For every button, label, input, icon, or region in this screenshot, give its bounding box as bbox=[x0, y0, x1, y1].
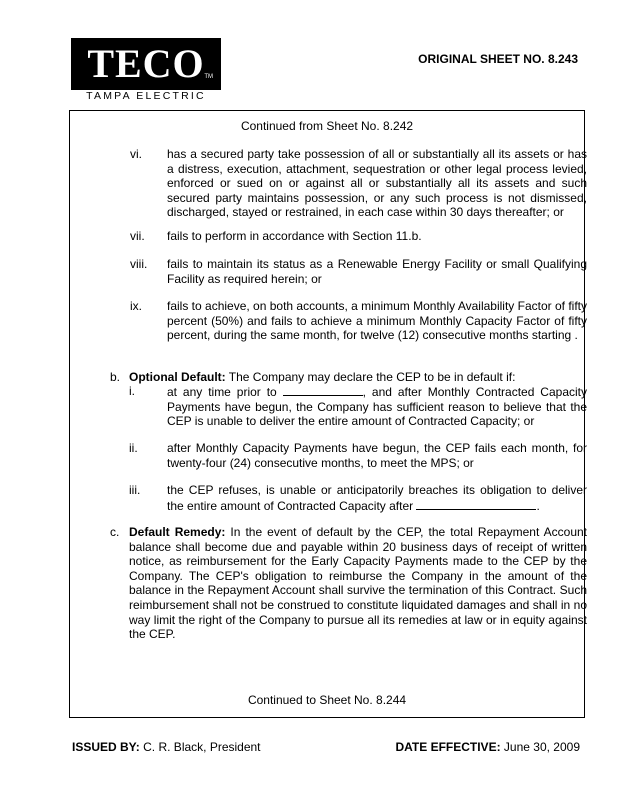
teco-logo bbox=[71, 38, 221, 90]
item-number: vi. bbox=[130, 147, 142, 161]
subitem-text: after Monthly Capacity Payments have begun, the CEP fails each month, for twenty-four (24) consecutive months, to meet the MPS; or bbox=[167, 441, 587, 470]
item-number: viii. bbox=[130, 257, 148, 271]
issued-by bbox=[72, 740, 261, 754]
item-number: ix. bbox=[130, 299, 142, 313]
item-text: fails to achieve, on both accounts, a minimum Monthly Availability Factor of fifty percent (50%) and fails to achieve a minimum Monthly Capacity Factor of fifty percent, during the same month, for twelve (12) consecutive months starting . bbox=[167, 299, 587, 343]
default-remedy-paragraph bbox=[129, 525, 587, 642]
continued-to: Continued to Sheet No. 8.244 bbox=[247, 693, 407, 707]
section-letter: c. bbox=[110, 525, 120, 539]
item-text: fails to maintain its status as a Renewable Energy Facility or small Qualifying Facility as required herein; or bbox=[167, 257, 587, 286]
logo-trademark: TM bbox=[204, 74, 213, 80]
default-remedy-heading: Default Remedy: bbox=[129, 525, 226, 539]
blank-capacity-line bbox=[416, 498, 536, 510]
date-effective-label: DATE EFFECTIVE: bbox=[395, 740, 501, 754]
subitem-number: i. bbox=[129, 384, 135, 398]
item-text: has a secured party take possession of all or substantially all its assets or has a distress, execution, attachment, sequestration or other legal process levied, enforced or sued on or against all or substantially all its assets and such secured party maintains possession, or any such process is not dismissed, discharged, stayed or restrained, in each case within 30 days thereafter; or bbox=[167, 147, 587, 220]
date-effective bbox=[395, 740, 580, 754]
optional-default-intro-text: The Company may declare the CEP to be in default if: bbox=[228, 370, 516, 384]
logo-subtitle: TAMPA ELECTRIC bbox=[86, 90, 206, 102]
subitem-i-post: , and after Monthly Contracted Capacity Payments have begun, the Company has sufficient reason to believe that the CEP is unable to deliver the entire amount of Contracted Capacity; or bbox=[167, 385, 587, 429]
optional-default-intro bbox=[129, 370, 587, 385]
subitem-iii-post: . bbox=[536, 498, 540, 513]
subitem-number: iii. bbox=[129, 483, 141, 497]
logo-text: TECO bbox=[87, 41, 205, 86]
issued-by-label: ISSUED BY: bbox=[72, 740, 140, 754]
date-effective-value: June 30, 2009 bbox=[503, 740, 580, 754]
document-frame bbox=[69, 110, 588, 718]
optional-default-heading: Optional Default: bbox=[129, 370, 226, 384]
sheet-number: ORIGINAL SHEET NO. 8.243 bbox=[418, 52, 578, 66]
subitem-i-pre: at any time prior to bbox=[167, 385, 277, 399]
subitem-text bbox=[167, 384, 587, 429]
subitem-text bbox=[167, 483, 587, 513]
issued-by-value: C. R. Black, President bbox=[143, 740, 261, 754]
item-text: fails to perform in accordance with Section 11.b. bbox=[167, 229, 422, 243]
section-letter: b. bbox=[110, 370, 121, 384]
blank-date-line bbox=[283, 384, 363, 396]
item-number: vii. bbox=[130, 229, 145, 243]
continued-from: Continued from Sheet No. 8.242 bbox=[240, 119, 414, 133]
default-remedy-text: In the event of default by the CEP, the total Repayment Account balance shall become due and payable within 20 business days of receipt of written notice, as reimbursement for the Early Capacity Payments made to the CEP by the Company. The CEP's obligation to reimburse the Company in the amount of the balance in the Repayment Account shall survive the termination of this Contract. Such reimbursement shall not be construed to constitute liquidated damages and shall in no way limit the right of the Company to pursue all its remedies at law or in equity against the CEP. bbox=[129, 525, 588, 642]
subitem-number: ii. bbox=[129, 441, 138, 455]
subitem-iii-pre: the CEP refuses, is unable or anticipatorily breaches its obligation to deliver the entire amount of Contracted Capacity after bbox=[167, 483, 587, 513]
